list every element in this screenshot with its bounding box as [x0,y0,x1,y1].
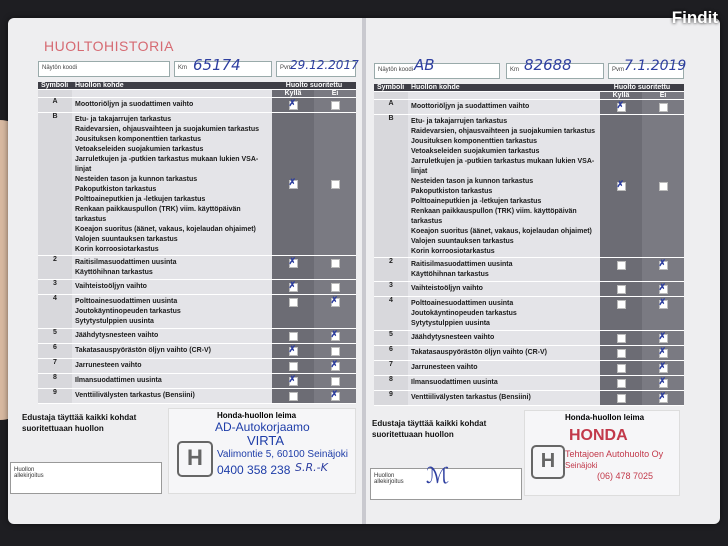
stamp-company: VIRTA [247,433,285,448]
row-symbol: A [374,100,408,115]
signature-scribble: ℳ [426,464,450,489]
col-item: Huollon kohde [72,82,272,90]
checkbox-no[interactable] [659,394,668,403]
stamp-name: AD-Autokorjaamo [215,420,310,434]
checkbox-no[interactable] [659,364,668,373]
service-stamp [524,410,680,496]
row-symbol: 6 [374,346,408,361]
row-description: Moottoriöljyn ja suodattimen vaihto [72,98,272,113]
checkbox-no[interactable] [331,392,340,401]
row-description: Jarrunesteen vaihto [408,361,600,376]
table-row [374,297,684,331]
checkbox-no[interactable] [659,261,668,270]
table-row [374,331,684,346]
checkbox-no[interactable] [659,379,668,388]
col-symbol: Symboli [374,84,408,92]
stamp-phone: (06) 478 7025 [597,471,654,481]
table-row [374,376,684,391]
checkbox-yes[interactable] [289,180,298,189]
table-row [38,98,356,113]
code-value: AB [414,56,435,74]
table-row [38,374,356,389]
row-symbol: 4 [38,295,72,329]
checkbox-no[interactable] [331,347,340,356]
checkbox-no[interactable] [659,285,668,294]
row-symbol: 6 [38,344,72,359]
table-row [38,256,356,280]
row-description: Jäähdytysnesteen vaihto [408,331,600,346]
col-no: Ei [642,92,684,100]
row-description: Venttiilivälysten tarkastus (Bensiini) [408,391,600,406]
code-field [38,61,170,77]
row-description: Takatasauspyörästön öljyn vaihto (CR-V) [72,344,272,359]
checkbox-no[interactable] [331,377,340,386]
checkbox-yes[interactable] [617,394,626,403]
table-row [374,391,684,406]
row-symbol: 7 [38,359,72,374]
stamp-phone: 0400 358 238 [217,463,291,477]
table-row [374,346,684,361]
checkbox-no[interactable] [331,362,340,371]
row-symbol: 8 [374,376,408,391]
table-row [38,359,356,374]
checkbox-yes[interactable] [289,283,298,292]
stamp-title: Honda-huollon leima [217,411,297,420]
row-symbol: B [374,115,408,258]
checkbox-yes[interactable] [617,364,626,373]
findit-watermark: Findit [671,8,718,27]
checkbox-no[interactable] [331,101,340,110]
checkbox-yes[interactable] [617,349,626,358]
km-value: 82688 [524,56,572,74]
table-row [374,100,684,115]
row-symbol: 5 [374,331,408,346]
row-description: Takatasauspyörästön öljyn vaihto (CR-V) [408,346,600,361]
row-description: Vaihteistoöljyn vaihto [408,282,600,297]
checkbox-no[interactable] [659,103,668,112]
row-symbol: 4 [374,297,408,331]
checkbox-no[interactable] [331,259,340,268]
row-symbol: 5 [38,329,72,344]
col-item: Huollon kohde [408,84,600,92]
row-symbol: B [38,113,72,256]
table-row [38,113,356,256]
footer-note: Edustaja täyttää kaikki kohdat suoritettuaan huollon [22,413,137,433]
table-row [38,344,356,359]
signature-box [10,462,162,494]
row-symbol: 8 [38,374,72,389]
left-page [8,18,362,524]
row-symbol: 7 [374,361,408,376]
col-done: Huolto suoritettu [600,84,684,92]
table-row [374,115,684,258]
col-symbol: Symboli [38,82,72,90]
checkbox-no[interactable] [331,180,340,189]
checkbox-yes[interactable] [289,392,298,401]
row-symbol: A [38,98,72,113]
stamp-city: Seinäjoki [565,461,598,470]
checkbox-yes[interactable] [617,285,626,294]
checkbox-no[interactable] [331,283,340,292]
stamp-brand: HONDA [569,427,628,444]
code-label: Näytön koodi [42,65,78,71]
checkbox-yes[interactable] [289,377,298,386]
row-description: Jäähdytysnesteen vaihto [72,329,272,344]
honda-logo-icon: H [177,441,213,477]
checkbox-yes[interactable] [289,362,298,371]
row-description: Polttoainesuodattimen uusinta Joutokäyntinopeuden tarkastus Sytytystulppien uusinta [408,297,600,331]
table-row [374,258,684,282]
footer-note: Edustaja täyttää kaikki kohdat suoritettuaan huollon [372,419,487,439]
checkbox-no[interactable] [659,182,668,191]
checkbox-yes[interactable] [617,334,626,343]
service-table [38,82,356,404]
row-description: Raitisilmasuodattimen uusinta Käyttöhihnan tarkastus [408,258,600,282]
table-row [38,389,356,404]
checkbox-yes[interactable] [617,300,626,309]
right-page [366,18,720,524]
km-label: Km [510,67,519,73]
row-description: Moottoriöljyn ja suodattimen vaihto [408,100,600,115]
code-label: Näytön koodi [378,67,414,73]
date-value: 29.12.2017 [290,58,359,72]
checkbox-no[interactable] [659,300,668,309]
row-symbol: 9 [38,389,72,404]
row-description: Ilmansuodattimen uusinta [72,374,272,389]
row-description: Jarrunesteen vaihto [72,359,272,374]
service-table [374,84,684,406]
table-row [38,295,356,329]
col-yes: Kyllä [600,92,642,100]
checkbox-yes[interactable] [617,182,626,191]
signature-label: Huollon allekirjoitus [14,467,44,479]
row-description: Etu- ja takajarrujen tarkastus Raidevarsien, ohjausvaihteen ja suojakumien tarkastus Jousituksen komponenttien tarkastus Vetoakseleiden suojakumien tarkastus Jarruletkujen ja -putkien tarkastus mukaan lukien VSA-linjat Nesteiden tason ja kunnon tarkastus Pakoputkiston tarkastus Polttoaineputkien ja -letkujen tarkastus Renkaan paikkauspullon (TRK) viim. käyttöpäivän tarkastus Koeajon suoritus (äänet, vakaus, kojelaudan ohjaimet) Valojen suuntauksen tarkastus Korin korroosiotarkastus [72,113,272,256]
col-yes: Kyllä [272,90,314,98]
row-description: Etu- ja takajarrujen tarkastus Raidevarsien, ohjausvaihteen ja suojakumien tarkastus Jousituksen komponenttien tarkastus Vetoakseleiden suojakumien tarkastus Jarruletkujen ja -putkien tarkastus mukaan lukien VSA-linjat Nesteiden tason ja kunnon tarkastus Pakoputkiston tarkastus Polttoaineputkien ja -letkujen tarkastus Renkaan paikkauspullon (TRK) viim. käyttöpäivän tarkastus Koeajon suoritus (äänet, vakaus, kojelaudan ohjaimet) Valojen suuntauksen tarkastus Korin korroosiotarkastus [408,115,600,258]
checkbox-yes[interactable] [617,103,626,112]
checkbox-yes[interactable] [289,101,298,110]
row-description: Raitisilmasuodattimen uusinta Käyttöhihnan tarkastus [72,256,272,280]
row-description: Vaihteistoöljyn vaihto [72,280,272,295]
checkbox-no[interactable] [659,334,668,343]
honda-logo-icon: H [531,445,565,479]
table-row [38,280,356,295]
col-no: Ei [314,90,356,98]
row-symbol: 3 [374,282,408,297]
row-symbol: 2 [374,258,408,282]
table-row [38,329,356,344]
km-label: Km [178,65,187,71]
stamp-initials: S.R.-K [295,461,328,474]
date-label: Pvm [280,65,292,71]
row-symbol: 2 [38,256,72,280]
signature-label: Huollon allekirjoitus [374,473,404,485]
code-field [374,63,500,79]
col-done: Huolto suoritettu [272,82,356,90]
service-stamp [168,408,356,494]
checkbox-yes[interactable] [289,347,298,356]
row-symbol: 9 [374,391,408,406]
stamp-address: Valimontie 5, 60100 Seinäjoki [217,449,349,460]
stamp-title: Honda-huollon leima [565,413,645,422]
table-row [374,282,684,297]
table-row [374,361,684,376]
checkbox-yes[interactable] [289,298,298,307]
checkbox-yes[interactable] [617,379,626,388]
stamp-company: Tehtajoen Autohuolto Oy [565,449,664,459]
checkbox-yes[interactable] [289,259,298,268]
checkbox-no[interactable] [659,349,668,358]
checkbox-yes[interactable] [617,261,626,270]
row-symbol: 3 [38,280,72,295]
page-title: HUOLTOHISTORIA [44,38,174,54]
row-description: Polttoainesuodattimen uusinta Joutokäyntinopeuden tarkastus Sytytystulppien uusinta [72,295,272,329]
checkbox-no[interactable] [331,298,340,307]
checkbox-no[interactable] [331,332,340,341]
row-description: Ilmansuodattimen uusinta [408,376,600,391]
km-value: 65174 [193,56,241,74]
date-label: Pvm [612,67,624,73]
date-value: 7.1.2019 [624,58,687,74]
row-description: Venttiilivälysten tarkastus (Bensiini) [72,389,272,404]
checkbox-yes[interactable] [289,332,298,341]
